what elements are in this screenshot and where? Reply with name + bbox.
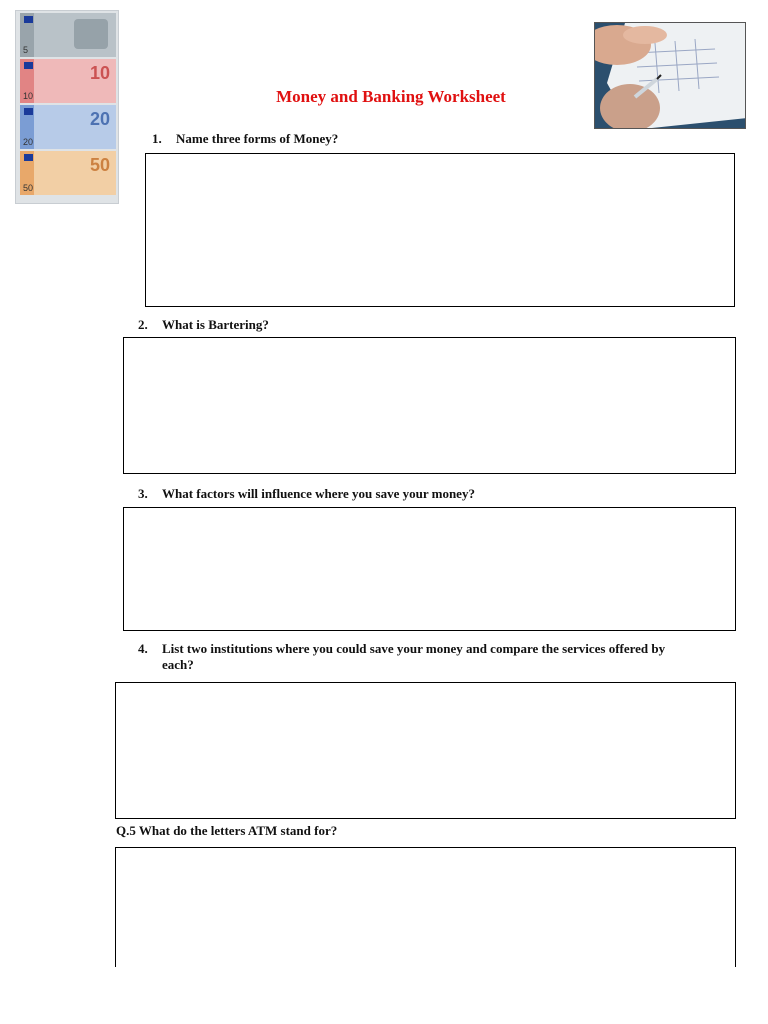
question-4 <box>138 641 678 673</box>
note-value-label: 50 <box>89 155 110 175</box>
euro-note-20 <box>20 105 116 149</box>
note-value-label: 20 <box>89 109 110 129</box>
cheque-writing-photo <box>594 22 746 129</box>
answer-box-2[interactable] <box>123 337 736 474</box>
question-number: 2. <box>138 317 148 332</box>
question-text: List two institutions where you could save your money and compare the services offered by each? <box>162 641 666 672</box>
question-number: 3. <box>138 486 148 501</box>
question-number: Q.5 <box>116 823 136 838</box>
note-value-label: 10 <box>89 63 110 83</box>
note-value-label: 50 <box>23 183 34 193</box>
euro-note-50 <box>20 151 116 195</box>
question-text: What is Bartering? <box>162 317 269 332</box>
question-number: 1. <box>152 131 162 146</box>
euro-note-5 <box>20 13 116 57</box>
question-1 <box>152 131 338 147</box>
answer-box-3[interactable] <box>123 507 736 631</box>
question-5 <box>116 823 337 839</box>
euro-banknotes-image <box>15 10 119 204</box>
answer-box-4[interactable] <box>115 682 736 819</box>
cheque-photo-illustration <box>595 23 746 129</box>
question-3 <box>138 486 475 502</box>
note-value-label: 10 <box>23 91 34 101</box>
question-2 <box>138 317 269 333</box>
question-text: What do the letters ATM stand for? <box>138 823 338 838</box>
note-value-label: 20 <box>23 137 34 147</box>
question-text: What factors will influence where you save your money? <box>162 486 475 501</box>
worksheet-title: Money and Banking Worksheet <box>276 87 506 106</box>
question-text: Name three forms of Money? <box>176 131 339 146</box>
note-value-label: 5 <box>23 45 29 55</box>
question-number: 4. <box>138 641 148 656</box>
answer-box-1[interactable] <box>145 153 735 307</box>
answer-box-5[interactable] <box>115 847 736 967</box>
